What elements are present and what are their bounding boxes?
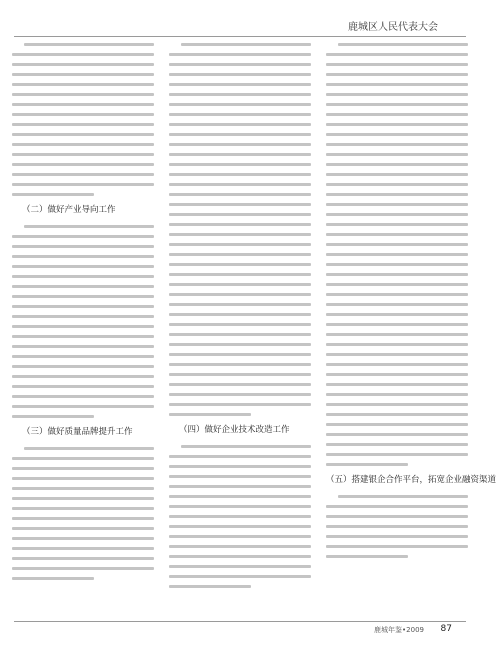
text-line bbox=[169, 183, 311, 186]
text-line bbox=[12, 537, 154, 540]
text-line bbox=[169, 465, 311, 468]
text-line bbox=[326, 463, 408, 466]
text-block bbox=[326, 43, 468, 466]
text-line bbox=[12, 93, 154, 96]
text-line bbox=[12, 275, 154, 278]
text-line bbox=[326, 203, 468, 206]
text-line bbox=[326, 243, 468, 246]
page-number: 87 bbox=[440, 624, 452, 634]
text-line bbox=[326, 103, 468, 106]
text-line bbox=[12, 133, 154, 136]
text-line bbox=[326, 313, 468, 316]
text-line bbox=[12, 477, 154, 480]
text-column-2 bbox=[169, 36, 311, 617]
text-line bbox=[169, 123, 311, 126]
text-line bbox=[12, 385, 154, 388]
text-line bbox=[169, 485, 311, 488]
text-line bbox=[326, 363, 468, 366]
text-line bbox=[12, 355, 154, 358]
text-line bbox=[326, 333, 468, 336]
text-line bbox=[326, 253, 468, 256]
text-line bbox=[169, 293, 311, 296]
text-line bbox=[169, 475, 311, 478]
text-line bbox=[326, 173, 468, 176]
text-line bbox=[12, 375, 154, 378]
text-line bbox=[12, 315, 154, 318]
text-line bbox=[326, 535, 468, 538]
text-line bbox=[326, 525, 468, 528]
text-line bbox=[12, 487, 154, 490]
text-line bbox=[326, 283, 468, 286]
text-line bbox=[326, 293, 468, 296]
text-column-1 bbox=[12, 36, 154, 617]
page-header bbox=[14, 10, 466, 37]
text-line bbox=[326, 423, 468, 426]
text-line bbox=[326, 555, 408, 558]
text-line bbox=[169, 403, 311, 406]
text-block bbox=[12, 225, 154, 418]
text-line bbox=[169, 153, 311, 156]
text-line bbox=[326, 133, 468, 136]
text-line bbox=[12, 365, 154, 368]
text-line bbox=[169, 253, 311, 256]
text-block bbox=[326, 495, 468, 558]
text-line bbox=[326, 163, 468, 166]
text-line bbox=[169, 383, 311, 386]
text-line bbox=[169, 373, 311, 376]
text-line bbox=[169, 363, 311, 366]
text-line bbox=[326, 393, 468, 396]
text-line bbox=[169, 283, 311, 286]
text-line bbox=[326, 73, 468, 76]
text-line bbox=[169, 393, 311, 396]
text-column-3 bbox=[326, 36, 496, 617]
text-line bbox=[169, 495, 311, 498]
text-line bbox=[12, 143, 154, 146]
text-line bbox=[326, 263, 468, 266]
text-line bbox=[326, 223, 468, 226]
text-line bbox=[169, 73, 311, 76]
text-line bbox=[169, 313, 311, 316]
text-line bbox=[326, 83, 468, 86]
text-line bbox=[326, 545, 468, 548]
text-line bbox=[326, 53, 468, 56]
text-line bbox=[326, 413, 468, 416]
text-line bbox=[181, 445, 311, 448]
text-line bbox=[326, 143, 468, 146]
text-line bbox=[12, 173, 154, 176]
text-line bbox=[12, 325, 154, 328]
text-line bbox=[12, 567, 154, 570]
text-line bbox=[169, 525, 311, 528]
text-line bbox=[12, 345, 154, 348]
text-line bbox=[326, 233, 468, 236]
text-line bbox=[326, 433, 468, 436]
section-heading: （三）做好质量品牌提升工作 bbox=[22, 427, 133, 437]
text-line bbox=[326, 113, 468, 116]
text-line bbox=[169, 353, 311, 356]
text-line bbox=[338, 43, 468, 46]
text-line bbox=[326, 183, 468, 186]
text-line bbox=[169, 213, 311, 216]
text-line bbox=[169, 333, 311, 336]
text-line bbox=[326, 515, 468, 518]
text-line bbox=[326, 63, 468, 66]
section-heading: （四）做好企业技术改造工作 bbox=[179, 425, 290, 435]
text-line bbox=[326, 93, 468, 96]
text-line bbox=[326, 303, 468, 306]
text-line bbox=[12, 123, 154, 126]
text-line bbox=[169, 203, 311, 206]
text-line bbox=[169, 565, 311, 568]
text-line bbox=[169, 83, 311, 86]
text-line bbox=[12, 517, 154, 520]
text-line bbox=[12, 527, 154, 530]
text-line bbox=[326, 153, 468, 156]
text-line bbox=[12, 73, 154, 76]
text-line bbox=[24, 447, 154, 450]
text-line bbox=[12, 183, 154, 186]
text-line bbox=[326, 323, 468, 326]
text-line bbox=[169, 413, 251, 416]
text-line bbox=[169, 233, 311, 236]
text-line bbox=[12, 113, 154, 116]
section-heading: （二）做好产业导向工作 bbox=[22, 205, 116, 215]
text-line bbox=[169, 223, 311, 226]
section-heading: （五）搭建银企合作平台，拓宽企业融资渠道 bbox=[326, 475, 496, 485]
text-block bbox=[12, 447, 154, 580]
text-line bbox=[169, 323, 311, 326]
text-line bbox=[12, 53, 154, 56]
text-line bbox=[169, 555, 311, 558]
text-line bbox=[12, 103, 154, 106]
text-line bbox=[338, 495, 468, 498]
body-columns bbox=[12, 36, 496, 617]
text-line bbox=[169, 575, 311, 578]
text-line bbox=[169, 163, 311, 166]
text-line bbox=[326, 123, 468, 126]
text-line bbox=[12, 405, 154, 408]
text-line bbox=[169, 535, 311, 538]
text-line bbox=[12, 577, 94, 580]
text-line bbox=[169, 113, 311, 116]
text-line bbox=[169, 505, 311, 508]
text-line bbox=[326, 403, 468, 406]
text-line bbox=[12, 163, 154, 166]
header-title: 鹿城区人民代表大会 bbox=[348, 22, 438, 33]
text-line bbox=[169, 193, 311, 196]
text-line bbox=[169, 343, 311, 346]
text-line bbox=[326, 443, 468, 446]
text-line bbox=[169, 243, 311, 246]
text-line bbox=[12, 285, 154, 288]
text-line bbox=[169, 103, 311, 106]
text-line bbox=[12, 63, 154, 66]
text-line bbox=[12, 395, 154, 398]
text-line bbox=[12, 457, 154, 460]
text-line bbox=[326, 273, 468, 276]
text-line bbox=[169, 585, 251, 588]
text-line bbox=[12, 83, 154, 86]
text-line bbox=[12, 557, 154, 560]
text-line bbox=[169, 63, 311, 66]
text-line bbox=[326, 193, 468, 196]
text-line bbox=[169, 143, 311, 146]
page-footer bbox=[14, 621, 466, 638]
text-line bbox=[12, 497, 154, 500]
text-line bbox=[12, 467, 154, 470]
text-line bbox=[169, 53, 311, 56]
text-line bbox=[326, 373, 468, 376]
text-block bbox=[169, 445, 311, 588]
text-line bbox=[24, 225, 154, 228]
text-line bbox=[12, 547, 154, 550]
text-line bbox=[169, 263, 311, 266]
text-line bbox=[12, 255, 154, 258]
text-line bbox=[169, 133, 311, 136]
text-line bbox=[12, 415, 94, 418]
text-line bbox=[326, 383, 468, 386]
text-line bbox=[12, 265, 154, 268]
text-line bbox=[326, 213, 468, 216]
text-line bbox=[326, 453, 468, 456]
text-block bbox=[12, 43, 154, 196]
text-line bbox=[169, 93, 311, 96]
text-line bbox=[12, 305, 154, 308]
text-line bbox=[169, 515, 311, 518]
text-line bbox=[326, 343, 468, 346]
yearbook-label: 鹿城年鉴•2009 bbox=[374, 626, 424, 634]
text-block bbox=[169, 43, 311, 416]
text-line bbox=[169, 545, 311, 548]
text-line bbox=[326, 353, 468, 356]
text-line bbox=[181, 43, 311, 46]
text-line bbox=[169, 273, 311, 276]
text-line bbox=[12, 153, 154, 156]
text-line bbox=[12, 245, 154, 248]
text-line bbox=[326, 505, 468, 508]
text-line bbox=[169, 173, 311, 176]
text-line bbox=[12, 235, 154, 238]
text-line bbox=[12, 295, 154, 298]
text-line bbox=[169, 303, 311, 306]
text-line bbox=[12, 507, 154, 510]
text-line bbox=[169, 455, 311, 458]
text-line bbox=[24, 43, 154, 46]
text-line bbox=[12, 335, 154, 338]
text-line bbox=[12, 193, 94, 196]
